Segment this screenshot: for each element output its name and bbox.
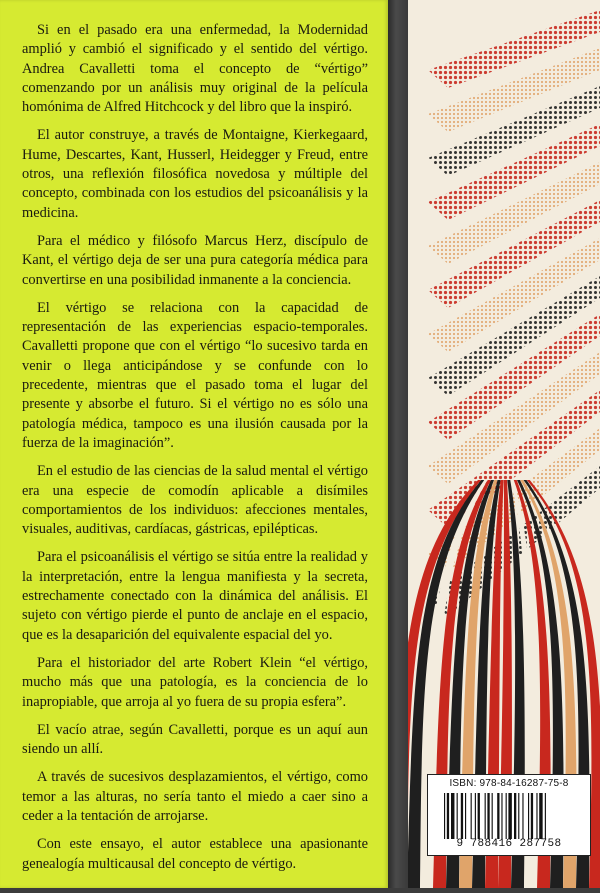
barcode-label xyxy=(427,774,591,856)
ean-digits: 9 788416 287758 xyxy=(456,838,562,850)
synopsis-paragraph: Con este ensayo, el autor establece una apasionante genealogía multicausal del concepto de vértigo. xyxy=(22,836,368,872)
synopsis-paragraph: Para el médico y filósofo Marcus Herz, discípulo de Kant, el vértigo deja de ser una pura categoría médica para convertirse en una posibilidad inmanente a la conciencia. xyxy=(22,232,368,288)
barcode-bar xyxy=(478,793,480,839)
barcode-bar xyxy=(485,793,486,839)
barcode-bar xyxy=(539,793,542,839)
barcode-bar xyxy=(506,793,507,839)
barcode-bar xyxy=(447,793,449,839)
barcode-bar xyxy=(492,793,493,839)
cover-artwork xyxy=(408,0,600,888)
barcode-bar xyxy=(451,793,454,839)
barcode-bar xyxy=(457,793,458,839)
barcode-bar xyxy=(471,793,472,839)
barcode-bar xyxy=(465,793,466,839)
synopsis-paragraph: En el estudio de las ciencias de la salud mental el vértigo era una especie de comodín aplicable a disímiles comportamientos de los individuos: afecciones mentales, visuales, auditivas, cardíacas, gástricas, epilépticas. xyxy=(22,463,368,538)
barcode-icon xyxy=(440,793,584,839)
isbn-text: ISBN: 978-84-16287-75-8 xyxy=(449,778,569,789)
synopsis-paragraph: Para el historiador del arte Robert Klein “el vértigo, mucho más que una patología, es la conciencia de lo inapropiable, que arroja al yo fuera de su propia esfera”. xyxy=(22,654,368,710)
barcode-bar xyxy=(501,793,502,839)
synopsis-paragraph: Para el psicoanálisis el vértigo se sitúa entre la realidad y la interpretación, entre la lengua manifiesta y la secreta, estrechamente conectado con la dinámica del análisis. El sujeto con vértigo pierde el punto de anclaje en el espacio, que es la desaparición del equivalente espacial del yo. xyxy=(22,549,368,643)
vertigo-pattern-icon xyxy=(408,0,600,888)
barcode-bar xyxy=(461,793,463,839)
synopsis-paragraph: A través de sucesivos desplazamientos, el vértigo, como temor a las alturas, no sería tanto el miedo a caer sino a ceder a la tentación de arrojarse. xyxy=(22,769,368,824)
barcode-bar xyxy=(518,793,519,839)
spine-shadow xyxy=(388,0,408,888)
synopsis-paragraph: El autor construye, a través de Montaigne, Kierkegaard, Hume, Descartes, Kant, Husserl, Heidegger y Freud, entre otros, una reflexión filosófica novedosa y múltiple del concepto, combinada con los estudios del psicoanálisis y la medicina. xyxy=(22,127,368,221)
barcode-bar xyxy=(475,793,476,839)
barcode-bar xyxy=(528,793,529,839)
synopsis-paragraph: El vacío atrae, según Cavalletti, porque es un aquí aun siendo un allí. xyxy=(22,721,368,758)
barcode-bar xyxy=(531,793,533,839)
barcode-bar xyxy=(522,793,523,839)
synopsis-paragraph: Si en el pasado era una enfermedad, la Modernidad amplió y cambió el significado y el sentido del vértigo. Andrea Cavalletti toma el concepto de “vértigo” comenzando por un análisis muy original de la película homónima de Alfred Hitchcock y del libro que la inspiró. xyxy=(22,22,368,116)
barcode-bar xyxy=(444,793,445,839)
barcode-bar xyxy=(536,793,537,839)
barcode-bar xyxy=(487,793,489,839)
synopsis-text xyxy=(22,21,368,883)
barcode-bar xyxy=(508,793,511,839)
barcode-bar xyxy=(497,793,499,839)
synopsis-paragraph: El vértigo se relaciona con la capacidad de representación de las experiencias espacio-temporales. Cavalletti propone que con el vértigo “lo sucesivo tarda en venir o llega anticipándose y se confunde con lo precedente, mientras que el pasado toma el lugar del presente y absorbe el futuro. Si el vértigo no es sólo una patología médica, tampoco es una ilusión causada por la fuerza de la imaginación”. xyxy=(22,299,368,451)
barcode-bar xyxy=(514,793,516,839)
barcode-bar xyxy=(545,793,546,839)
